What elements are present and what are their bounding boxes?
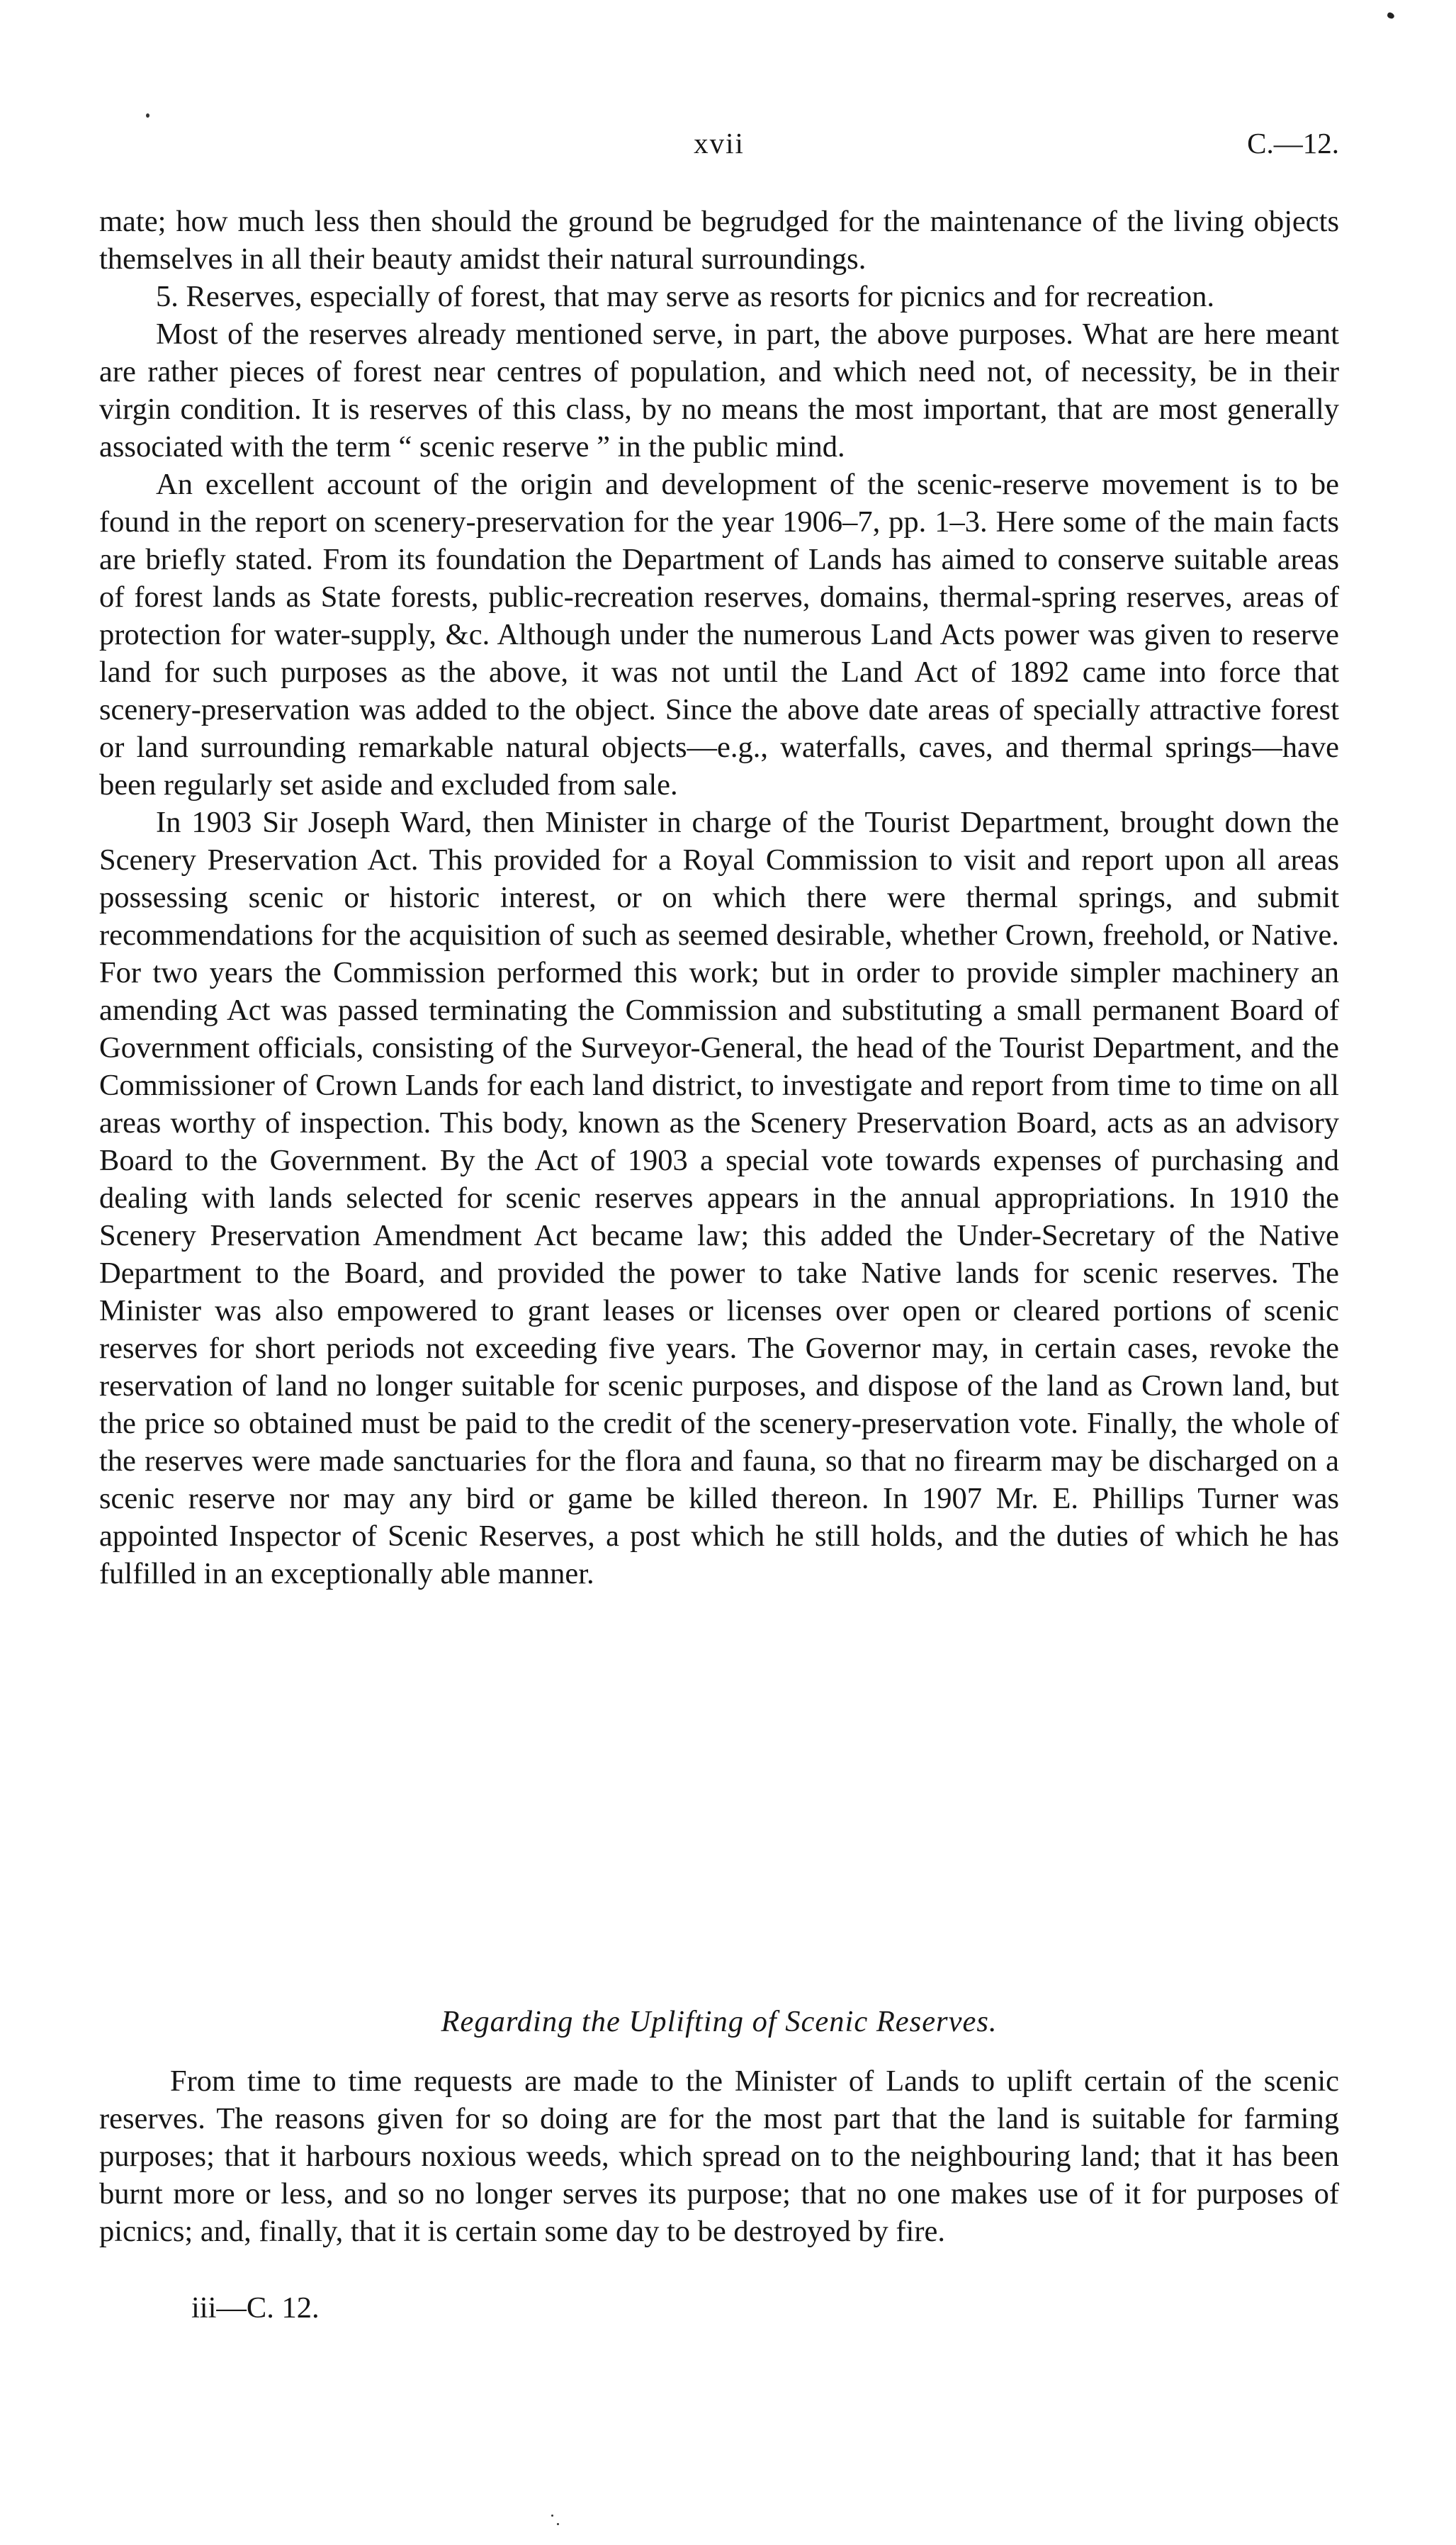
paragraph: From time to time requests are made to the Minister of Lands to uplift certain of the scenic reserves. The reasons given for so doing are for the most part that the land is suitable for farming purposes; that it harbours noxious weeds, which spread on to the neighbouring land; that it has been burnt more or less, and so no longer serves its purpose; that no one makes use of it for purposes of picnics; and, finally, that it is certain some day to be destroyed by fire. <box>99 2064 1339 2248</box>
scan-speck <box>146 113 149 118</box>
page-number: xvii <box>694 127 745 159</box>
paragraph: In 1903 Sir Joseph Ward, then Minister in charge of the Tourist Department, brought down the Scenery Preservation Act. This provided for a Royal Commission to visit and report upon all areas possessing scenic or historic interest, or on which there were thermal springs, and submit recommendations for the acquisition of such as seemed desirable, whether Crown, freehold, or Native. For two years the Commission performed this work; but in order to provide simpler machinery an amending Act was passed terminating the Commission and substituting a small permanent Board of Government officials, consisting of the Surveyor-General, the head of the Tourist Department, and the Commissioner of Crown Lands for each land district, to investigate and report from time to time on all areas worthy of inspection. This body, known as the Scenery Preservation Board, acts as an advisory Board to the Government. By the Act of 1903 a special vote towards expenses of purchasing and dealing with lands selected for scenic reserves appears in the annual appropriations. In 1910 the Scenery Preservation Amendment Act became law; this added the Under-Secretary of the Native Department to the Board, and provided the power to take Native lands for scenic reserves. The Minister was also empowered to grant leases or licenses over open or cleared portions of scenic reserves for short periods not exceeding five years. The Governor may, in certain cases, revoke the reservation of land no longer suitable for scenic purposes, and dispose of the land as Crown land, but the price so obtained must be paid to the credit of the scenery-preservation vote. Finally, the whole of the reserves were made sanctuaries for the flora and fauna, so that no firearm may be discharged on a scenic reserve nor may any bird or game be killed thereon. In 1907 Mr. E. Phillips Turner was appointed Inspector of Scenic Reserves, a post which he still holds, and the duties of which he has fulfilled in an exceptionally able manner. <box>99 806 1339 1590</box>
section-heading: Regarding the Uplifting of Scenic Reserves. <box>441 2005 998 2038</box>
scan-speck <box>551 2515 553 2517</box>
paragraph: mate; how much less then should the ground be begrudged for the maintenance of the living objects themselves in all their beauty amidst their natural surroundings. <box>99 205 1339 276</box>
signature-mark: iii—C. 12. <box>191 2291 320 2325</box>
paragraph: An excellent account of the origin and development of the scenic-reserve movement is to be found in the report on scenery-preservation for the year 1906–7, pp. 1–3. Here some of the main facts are briefly stated. From its foundation the Department of Lands has aimed to conserve suitable areas of forest lands as State forests, public-recreation reserves, domains, thermal-spring reserves, areas of protection for water-supply, &c. Although under the numerous Land Acts power was given to reserve land for such purposes as the above, it was not until the Land Act of 1892 came into force that scenery-preservation was added to the object. Since the above date areas of specially attractive forest or land surrounding remarkable natural objects—e.g., waterfalls, caves, and thermal springs—have been regularly set aside and excluded from sale. <box>99 468 1339 802</box>
paragraph: 5. Reserves, especially of forest, that may serve as resorts for picnics and for recreation. <box>156 280 1215 313</box>
section-body-text <box>99 2062 1339 2250</box>
scan-speck <box>1387 12 1395 20</box>
paragraph: Most of the reserves already mentioned serve, in part, the above purposes. What are here meant are rather pieces of forest near centres of population, and which need not, of necessity, be in their virgin condition. It is reserves of this class, by no means the most important, that are most generally associated with the term “ scenic reserve ” in the public mind. <box>99 318 1339 464</box>
document-reference: C.—12. <box>1247 127 1339 159</box>
main-body-text <box>99 203 1339 1592</box>
scan-speck <box>557 2523 559 2525</box>
page-header <box>99 126 1339 176</box>
